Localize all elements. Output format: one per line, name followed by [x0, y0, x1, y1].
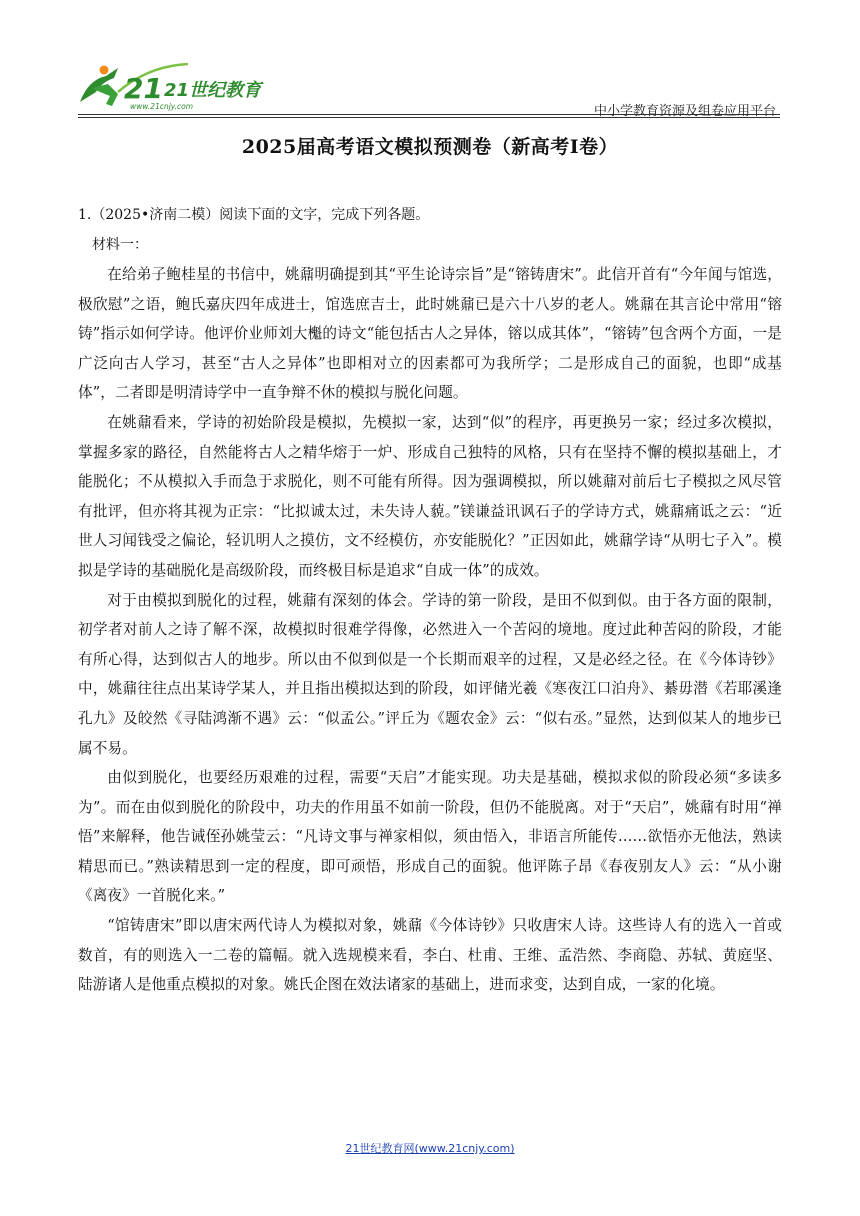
page-footer [0, 1140, 860, 1156]
svg-text:21世纪教育: 21世纪教育 [164, 80, 262, 101]
paragraph-5: “馆铸唐宋”即以唐宋两代诗人为模拟对象，姚鼐《今体诗钞》只收唐宋人诗。这些诗人有的选入一首或数首，有的则选入一二卷的篇幅。就入选规模来看，李白、杜甫、王维、孟浩然、李商隐、苏轼、黄庭坚、陆游诸人是他重点模拟的对象。姚氏企图在效法诸家的基础上，进而求变，达到自成，一家的化境。 [78, 917, 782, 994]
platform-name: 中小学教育资源及组卷应用平台 [593, 104, 776, 119]
header-rule [78, 114, 780, 115]
document-body [78, 200, 782, 1000]
footer-link[interactable]: 21世纪教育网(www.21cnjy.com) [345, 1142, 515, 1155]
document-title: 2025届高考语文模拟预测卷（新高考Ⅰ卷） [241, 136, 619, 158]
page-header [78, 62, 780, 118]
material-label: 材料一： [92, 237, 148, 253]
site-logo [78, 62, 278, 112]
paragraph-4: 由似到脱化，也要经历艰难的过程，需要“天启”才能实现。功夫是基础，模拟求似的阶段必须“多读多为”。而在由似到脱化的阶段中，功夫的作用虽不如前一阶段，但仍不能脱离。对于“天启”，姚鼐有时用“禅悟”来解释，他告诫侄孙姚莹云：“凡诗文事与禅家相似，须由悟入，非语言所能传……欲悟亦无他法，熟读精思而已。”熟读精思到一定的程度，即可顽悟，形成自己的面貌。他评陈子昂《春夜别友人》云：“从小谢《离夜》一首脱化来。” [78, 769, 782, 905]
svg-text:21: 21 [124, 72, 163, 105]
paragraph-2: 在姚鼐看来，学诗的初始阶段是模拟，先模拟一家，达到“似”的程序，再更换另一家；经过多次模拟，掌握多家的路径，自然能将古人之精华熔于一炉、形成自己独特的风格，只有在坚持不懈的模拟基础上，才能脱化；不从模拟入手而急于求脱化，则不可能有所得。因为强调模拟，所以姚鼐对前后七子模拟之风尽管有批评，但亦将其视为正宗：“比拟诚太过，未失诗人藐。”镁谦益讯讽石子的学诗方式，姚鼐痛诋之云：“近世人习闻钱受之偏论，轻讥明人之摸仿，文不经模仿，亦安能脱化？”正因如此，姚鼐学诗“从明七子入”。模拟是学诗的基础脱化是高级阶段，而终极目标是追求“自成一体”的成效。 [78, 413, 782, 579]
paragraph-1: 在给弟子鲍桂星的书信中，姚鼐明确提到其“平生论诗宗旨”是“镕铸唐宋”。此信开首有“今年闻与馆选，极欣慰”之语，鲍氏嘉庆四年成进士，馆选庶吉士，此时姚鼐已是六十八岁的老人。姚鼐在其言论中常用“镕铸”指示如何学诗。他评价业师刘大櫆的诗文“能包括古人之异体，镕以成其体”，“镕铸”包含两个方面，一是广泛向古人学习，甚至“古人之异体”也即相对立的因素都可为我所学；二是形成自己的面貌，也即“成基体”，二者即是明清诗学中一直争辩不休的模拟与脱化问题。 [78, 266, 782, 402]
paragraph-3: 对于由模拟到脱化的过程，姚鼐有深刻的体会。学诗的第一阶段，是田不似到似。由于各方面的限制，初学者对前人之诗了解不深，故模拟时很难学得像，必然进入一个苦闷的境地。度过此种苦闷的阶段，才能有所心得，达到似古人的地步。所以由不似到似是一个长期而艰辛的过程，又是必经之径。在《今体诗钞》中，姚鼐往往点出某诗学某人，并且指出模拟达到的阶段，如评储光羲《寒夜江口泊舟》、綦毋潜《若耶溪逢孔九》及皎然《寻陆鸿渐不遇》云：“似孟公。”评丘为《题农金》云：“似右丞。”显然，达到似某人的地步已属不易。 [78, 591, 782, 757]
question-stem: 1.（2025•济南二模）阅读下面的文字，完成下列各题。 [78, 207, 430, 223]
header-rule-double [78, 117, 780, 118]
svg-text:www.21cnjy.com: www.21cnjy.com [130, 102, 194, 111]
